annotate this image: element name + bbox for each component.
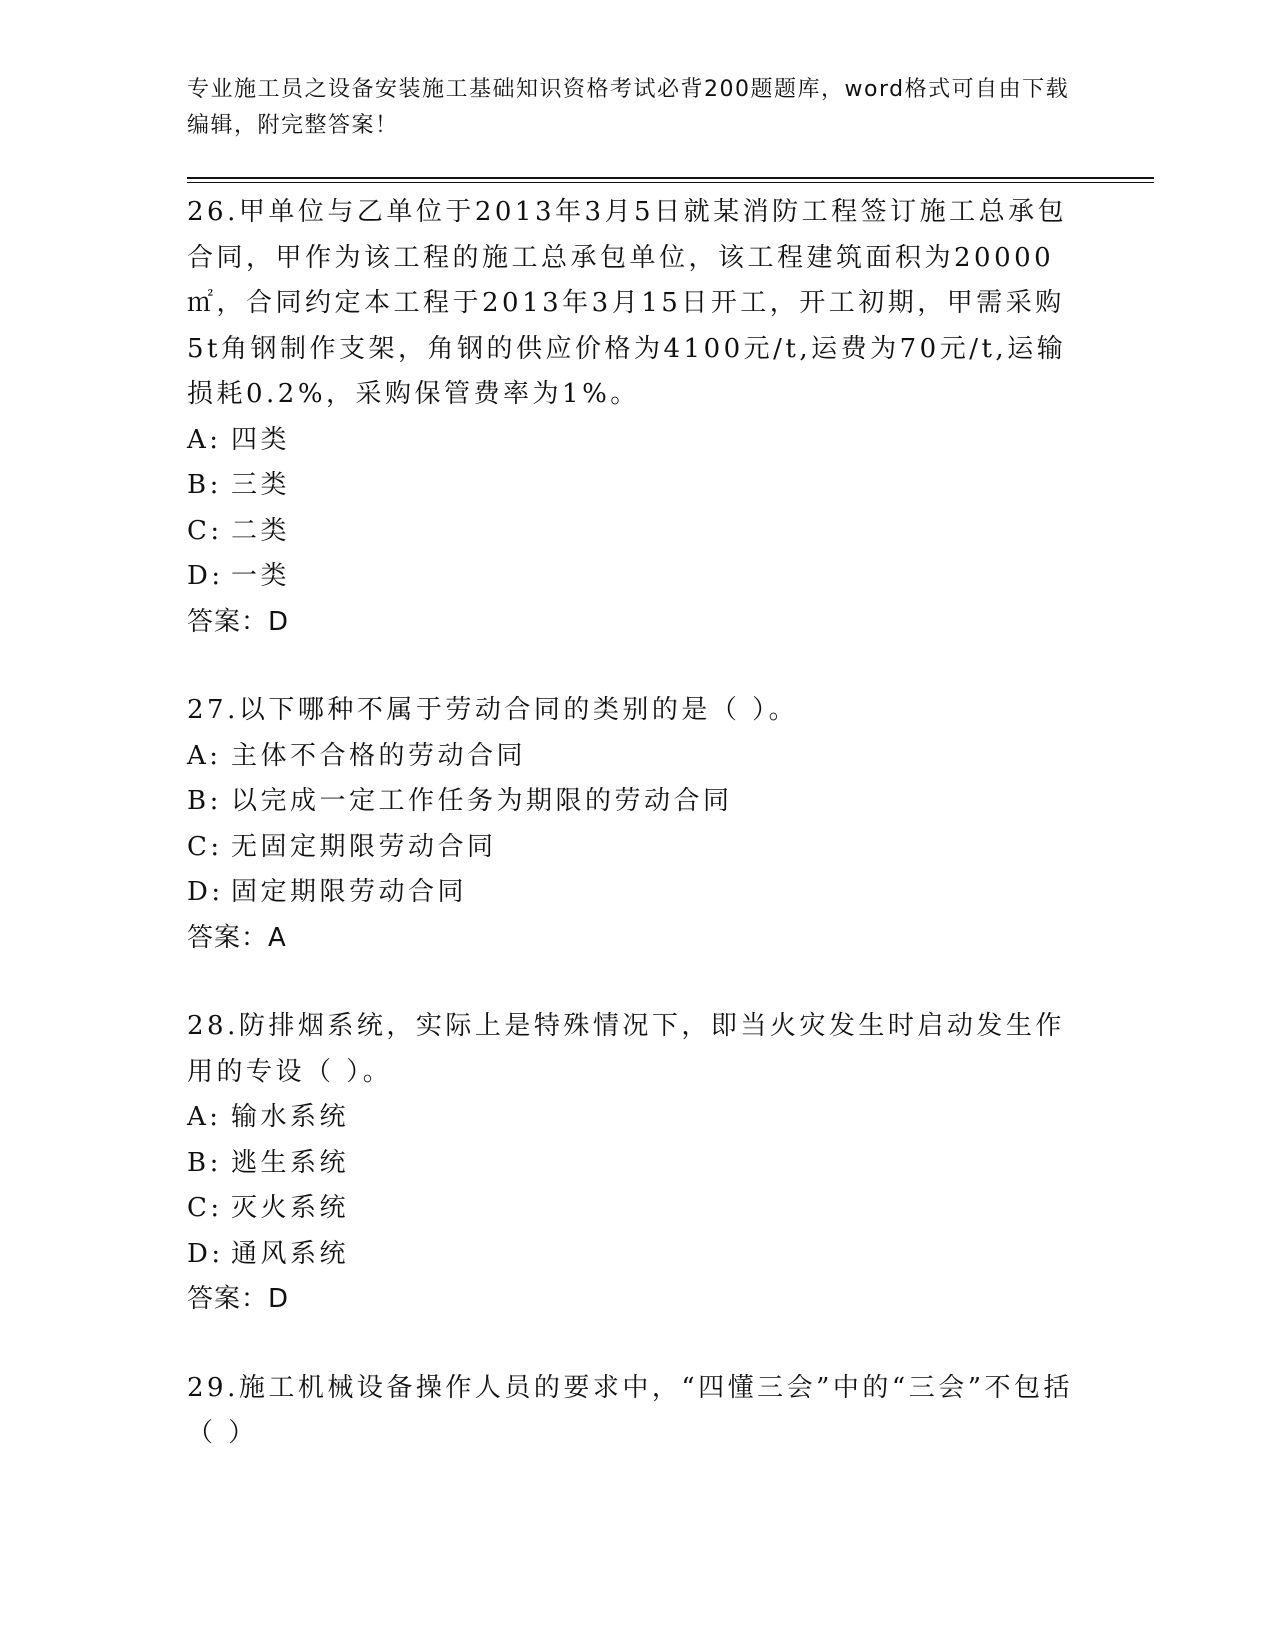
option-a — [187, 418, 1087, 464]
option-c — [187, 1186, 1087, 1232]
option-letter: A: — [187, 740, 222, 771]
option-text: 输水系统 — [231, 1102, 350, 1132]
option-letter: B: — [187, 786, 222, 816]
option-b — [187, 1141, 1087, 1187]
option-text: 以完成一定工作任务为期限的劳动合同 — [231, 786, 733, 816]
option-text: 通风系统 — [231, 1238, 350, 1269]
option-c — [187, 509, 1087, 555]
question-26 — [187, 190, 1087, 645]
answer-line: 答案：D — [187, 1284, 290, 1314]
option-letter: C: — [187, 831, 223, 862]
option-d — [187, 554, 1087, 600]
option-letter: C: — [187, 515, 223, 546]
option-d — [187, 870, 1087, 916]
option-letter: D: — [187, 1238, 224, 1269]
option-letter: B: — [187, 470, 222, 500]
question-stem: 29.施工机械设备操作人员的要求中，“四懂三会”中的“三会”不包括（ ） — [187, 1372, 1074, 1448]
option-a — [187, 734, 1087, 780]
option-letter: D: — [187, 561, 224, 591]
option-letter: C: — [187, 1193, 223, 1223]
option-d — [187, 1232, 1087, 1278]
question-27 — [187, 688, 1087, 961]
question-stem: 27.以下哪种不属于劳动合同的类别的是（ ）。 — [187, 695, 799, 725]
question-28 — [187, 1004, 1087, 1323]
option-text: 固定期限劳动合同 — [231, 877, 468, 907]
option-c — [187, 825, 1087, 871]
option-b — [187, 779, 1087, 825]
answer-line: 答案：A — [187, 922, 287, 953]
option-letter: D: — [187, 877, 224, 907]
header-divider — [187, 177, 1154, 183]
option-letter: A: — [187, 424, 222, 455]
option-text: 无固定期限劳动合同 — [231, 831, 497, 862]
option-letter: B: — [187, 1147, 222, 1178]
option-text: 二类 — [231, 515, 291, 546]
question-29 — [187, 1366, 1087, 1457]
answer-line: 答案：D — [187, 606, 290, 637]
question-stem: 28.防排烟系统，实际上是特殊情况下，即当火灾发生时启动发生作用的专设（ ）。 — [187, 1011, 1065, 1087]
option-letter: A: — [187, 1102, 222, 1132]
option-text: 四类 — [231, 424, 291, 455]
option-text: 灭火系统 — [231, 1193, 350, 1223]
question-stem: 26.甲单位与乙单位于2013年3月5日就某消防工程签订施工总承包合同，甲作为该工程的施工总承包单位，该工程建筑面积为20000㎡，合同约定本工程于2013年3月15日开工，开工初期，甲需采购5t角钢制作支架，角钢的供应价格为4100元/t,运费为70元/t,运输损耗0.2%，采购保管费率为1%。 — [187, 197, 1068, 409]
option-text: 一类 — [231, 561, 291, 591]
document-header: 专业施工员之设备安装施工基础知识资格考试必背200题题库，word格式可自由下载编辑，附完整答案！ — [187, 77, 1070, 138]
option-text: 逃生系统 — [231, 1147, 350, 1178]
option-text: 三类 — [231, 470, 291, 500]
option-a — [187, 1095, 1087, 1141]
question-list — [187, 190, 1087, 1500]
option-text: 主体不合格的劳动合同 — [231, 740, 527, 771]
option-b — [187, 463, 1087, 509]
